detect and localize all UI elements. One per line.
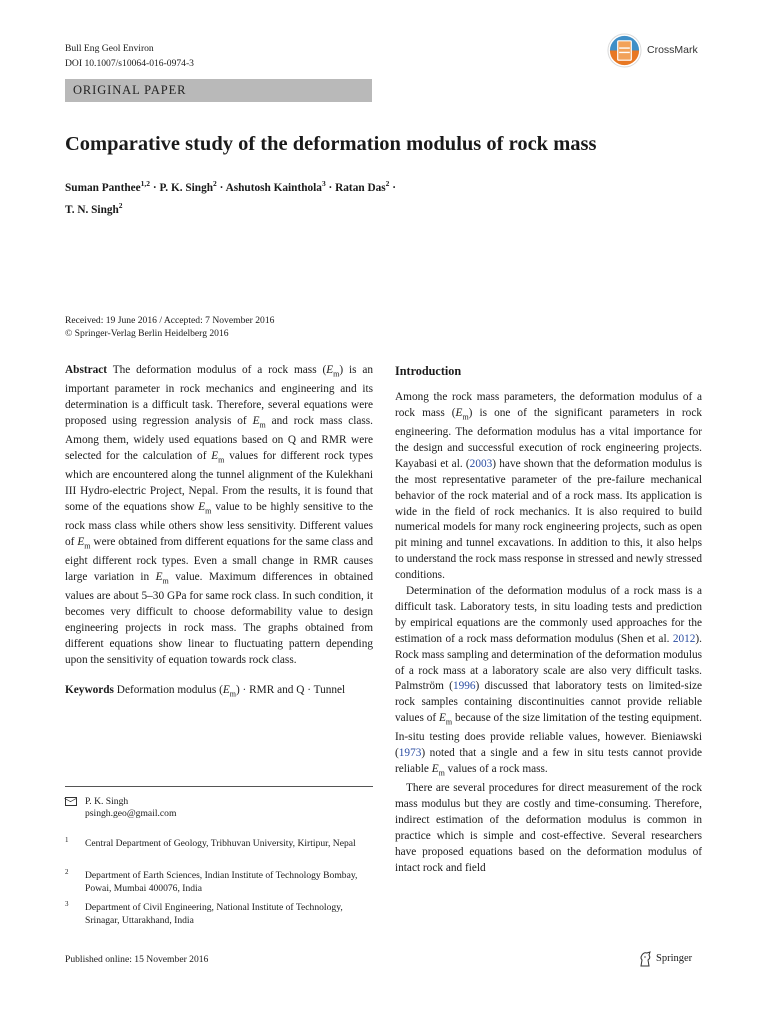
intro-text: Determination of the deformation modulus of a rock mass is a difficult task. Laboratory tests, in situ loading tests and prediction by empirical equations are the commonly used approaches for the estimation of a rock mass deformation modulus (Shen et al.: [395, 585, 702, 645]
author-affiliation-ref: 1,2: [140, 179, 151, 188]
crossmark-icon: [607, 33, 642, 68]
symbol-e: E: [155, 571, 163, 584]
keywords: [65, 683, 373, 702]
symbol-e: E: [211, 450, 219, 463]
author-line: [65, 197, 485, 219]
intro-paragraph-2: [395, 584, 702, 781]
author-affiliation-ref: 2: [118, 200, 123, 210]
citation-link[interactable]: 2003: [469, 457, 493, 470]
symbol-subscript: m: [259, 420, 266, 430]
received-accepted: Received: 19 June 2016 / Accepted: 7 November 2016: [65, 315, 275, 326]
left-column: [65, 363, 373, 702]
contact-email[interactable]: psingh.geo@gmail.com: [85, 808, 177, 819]
symbol-subscript: m: [445, 717, 453, 727]
journal-name: Bull Eng Geol Environ: [65, 43, 154, 54]
symbol-subscript: m: [438, 768, 445, 778]
author-affiliation-ref: 2: [213, 179, 217, 188]
author-name: Suman Panthee: [65, 181, 141, 194]
author-name: Ratan Das: [335, 181, 386, 194]
author-name: T. N. Singh: [65, 203, 119, 216]
symbol-subscript: m: [84, 541, 91, 551]
journal-header: [65, 41, 194, 71]
article-type-banner: [65, 79, 372, 102]
article-dates: [65, 314, 274, 340]
intro-text: ) noted that a single and a few in situ tests cannot provide reliable $E_m$ values of a rock mass.: [395, 747, 702, 778]
symbol-e: E: [438, 712, 446, 725]
affiliation-text: Department of Earth Sciences, Indian Institute of Technology Bombay, Powai, Mumbai 400076, India: [85, 870, 358, 894]
publisher-name: Springer: [656, 953, 693, 964]
symbol-subscript: m: [462, 412, 469, 422]
symbol-subscript: m: [333, 369, 340, 379]
symbol-e: E: [77, 536, 85, 549]
right-column: [395, 364, 702, 877]
symbol-e: E: [222, 683, 230, 696]
publisher-logo: [638, 951, 708, 969]
affiliation-text: Department of Civil Engineering, National Institute of Technology, Srinagar, Uttarakhand, India: [85, 902, 343, 926]
envelope-icon: [65, 797, 77, 806]
author-affiliation-ref: 3: [321, 179, 326, 188]
symbol-e: E: [431, 763, 439, 776]
abstract-text: The deformation modulus of a rock mass $(E_m)$ is an important parameter in rock mechanics and engineering and its determination is a difficult task. Therefore, several equations were proposed using regression analysis of $E_m$ and rock mass class. Among them, widely used equations based on Q and RMR were selected for the calculation of $E_m$ values for different rock types which are encountered along the tunnel alignment of the Kulekhani III Hydro-electric Project, Nepal. From the results, it is found that some of the equations show $E_m$ value to be highly sensitive to the rock mass class while others show less sensitivity. Different values of $E_m$ were obtained from different equations for the same class and eight different rock types. Even a small change in RMR causes large variation in $E_m$ value. Maximum differences in obtained values are about 5–30 GPa for same rock class. In such condition, it becomes very difficult to choose deformability value to design engineering projects in rock mass. The graphs obtained from different equations show linear to fluctuating pattern depending upon the sensitivity of equation towards rock class.: [65, 364, 374, 666]
intro-text: ) discussed that laboratory tests on limited-size rock samples containing discontinuities cannot provide reliable values of $E_m$ because of the size limitation of the testing equipment. In-situ testing does provide reliable values, however. Bieniawski (: [395, 680, 703, 760]
author-line: Suman Panthee$^{1,2}$ · P. K. Singh$^2$ · Ashutosh Kainthola$^3$ · Ratan Das$^2$ ·: [65, 179, 396, 194]
intro-paragraph-1: [395, 390, 702, 584]
copyright: © Springer-Verlag Berlin Heidelberg 2016: [65, 328, 229, 339]
contact-name: P. K. Singh: [85, 796, 129, 807]
article-type-label: ORIGINAL PAPER: [73, 83, 187, 97]
keywords-label: Keywords: [65, 683, 114, 696]
springer-horse-icon: [638, 951, 652, 967]
published-date: Published online: 15 November 2016: [65, 954, 209, 965]
journal-doi[interactable]: DOI 10.1007/s10064-016-0974-3: [65, 58, 194, 69]
intro-paragraph-3: There are several procedures for direct measurement of the rock mass modulus but they are costly and time-consuming. Therefore, indirect estimation of the deformation modulus is common in practice which is simple and cost-effective. Several researchers have proposed equations based on the deformation modulus of intact rock and field: [395, 782, 702, 874]
symbol-subscript: m: [218, 455, 225, 465]
intro-text: ). Rock mass sampling and determination of the deformation modulus of a rock mass at a laboratory scale are also very difficult tasks. Palmström (: [395, 632, 702, 693]
citation-link[interactable]: 2012: [672, 632, 696, 645]
affiliation-number: 3: [65, 900, 69, 908]
affiliation-number: 1: [65, 836, 69, 844]
affiliation-text: Central Department of Geology, Tribhuvan University, Kirtipur, Nepal: [85, 838, 356, 849]
crossmark-badge[interactable]: [607, 33, 707, 69]
symbol-subscript: m: [162, 576, 169, 586]
introduction-heading: Introduction: [395, 364, 462, 378]
author-name: Ashutosh Kainthola: [225, 181, 322, 194]
author-affiliation-ref: 2: [385, 179, 390, 188]
symbol-e: E: [198, 501, 206, 513]
symbol-subscript: m: [229, 689, 236, 699]
symbol-e: E: [326, 364, 334, 376]
article-title: Comparative study of the deformation modulus of rock mass: [65, 133, 597, 155]
abstract-label: Abstract: [65, 364, 108, 376]
footnote-divider: [65, 786, 373, 787]
author-list: [65, 175, 485, 219]
citation-link[interactable]: 1973: [398, 747, 422, 760]
crossmark-label: CrossMark: [647, 44, 698, 56]
symbol-e: E: [455, 406, 463, 419]
abstract: [65, 363, 373, 669]
keywords-text: Deformation modulus $(E_m)$ · RMR and Q · Tunnel: [116, 683, 346, 699]
symbol-subscript: m: [205, 506, 212, 516]
intro-text: Among the rock mass parameters, the deformation modulus of a rock mass $(E_m)$ is one of the significant parameters in rock engineering. The deformation modulus has a vital importance for the design and successful execution of rock engineering projects. Kayabasi et al. (: [395, 390, 702, 470]
affiliation-number: 2: [65, 868, 69, 876]
author-name: P. K. Singh: [159, 181, 214, 194]
intro-text: ) have shown that the deformation modulus is the most representative parameter of the pre-failure mechanical behavior of the rock material and of a rock mass. Its application is wide in the field of rock mechanics. It is also required to build numerical models for many rock engineering projects, such as open pit mining and tunnel excavations. In addition to this, it also helps to understand the rock mass response in stressed and newly stressed conditions.: [395, 457, 702, 582]
citation-link[interactable]: 1996: [452, 680, 476, 693]
symbol-e: E: [252, 414, 260, 427]
